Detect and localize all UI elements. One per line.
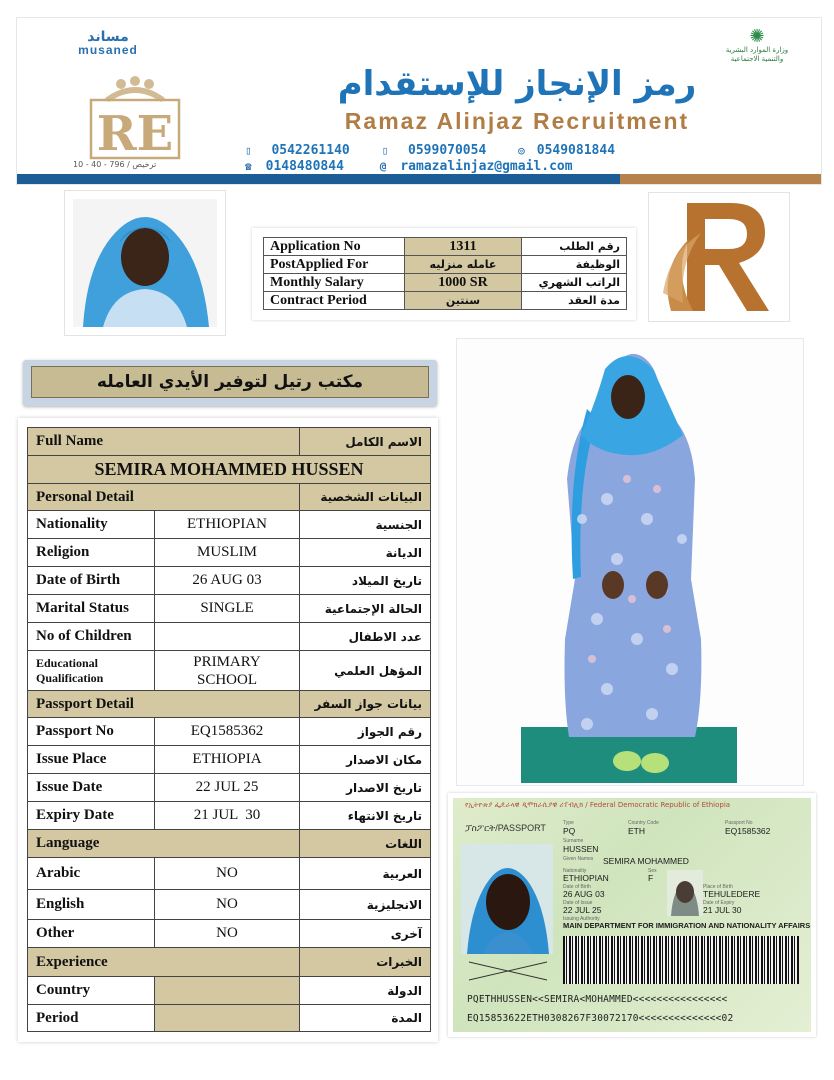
passport-header: የኢትዮጵያ ፌዴራላዊ ዲሞክራሲያዊ ሪፐብሊክ / Federal Democratic Republic of Ethiopia [465,801,731,809]
row-label: Passport No [28,718,155,746]
row-label-ar: الديانة [300,539,431,567]
section-title: Personal Detail [28,484,300,511]
full-name-header [28,428,431,456]
application-summary [252,228,636,320]
telephone-icon: ☎ [245,160,252,173]
table-row [28,858,431,890]
row-label: Other [28,920,155,948]
header-banner [16,17,822,185]
section-title: Language [28,830,300,858]
row-label-ar: الوظيفة [522,256,627,274]
full-body-photo [456,338,804,786]
row-label: Educational Qualification [28,651,155,691]
table-row [264,292,627,310]
at-icon: @ [379,160,387,173]
section-title-ar: اللغات [300,830,431,858]
passport-authority: MAIN DEPARTMENT FOR IMMIGRATION AND NATIONALITY AFFAIRS [563,921,811,930]
phone-icon: ▯ [245,144,252,157]
section-title: Experience [28,948,300,977]
row-label: English [28,890,155,920]
phone-3[interactable]: ◎ 0549081844 [518,143,616,158]
table-row [28,651,431,691]
passport-country-code: ETH [628,826,645,836]
row-value: سنتين [405,292,522,310]
full-name-label: Full Name [28,428,300,456]
row-label: Marital Status [28,595,155,623]
row-label-ar: رقم الطلب [522,238,627,256]
row-label-ar: الدولة [300,977,431,1005]
label-expiry-date: Date of Expiry [703,900,735,906]
portrait-photo [64,190,226,336]
svg-text:RE: RE [96,106,174,162]
passport-birth-date: 26 AUG 03 [563,889,605,899]
phone-2[interactable]: ▯ 0599070054 [381,143,487,158]
row-label: Country [28,977,155,1005]
passport-issue-date: 22 JUL 25 [563,905,602,915]
label-given-names: Given Names [563,856,594,862]
musaned-logo [63,30,153,56]
row-label-ar: تاريخ الاصدار [300,774,431,802]
full-name-row [28,456,431,484]
label-surname: Surname [563,838,584,844]
table-row [28,746,431,774]
passport-ghost-photo [667,870,703,916]
row-label-ar: العربية [300,858,431,890]
table-row [28,718,431,746]
row-label: Issue Place [28,746,155,774]
row-label: Expiry Date [28,802,155,830]
row-label-ar: آخرى [300,920,431,948]
row-value: NO [155,920,300,948]
row-value: NO [155,858,300,890]
passport-scan [448,793,816,1037]
application-table [263,237,627,310]
portrait-image [73,199,217,327]
passport-photo [461,844,553,954]
passport-surname: HUSSEN [563,844,599,854]
row-value: EQ1585362 [155,718,300,746]
details-card [18,418,438,1042]
details-table [27,427,431,1032]
section-title-ar: البيانات الشخصية [300,484,431,511]
phone-icon: ▯ [381,144,389,157]
label-issue-date: Date of Issue [563,900,593,906]
row-label-ar: المؤهل العلمي [300,651,431,691]
table-row [28,623,431,651]
row-label: Monthly Salary [264,274,405,292]
row-value: 26 AUG 03 [155,567,300,595]
section-title: Passport Detail [28,691,300,718]
table-row [28,1005,431,1032]
row-value: ETHIOPIAN [155,511,300,539]
label-birth-date: Date of Birth [563,884,591,890]
office-name: مكتب رتيل لتوفير الأيدي العامله [31,366,429,398]
table-row [28,595,431,623]
table-row [28,539,431,567]
row-label-ar: الجنسية [300,511,431,539]
table-row [264,274,627,292]
row-value: 1311 [405,238,522,256]
row-label: Application No [264,238,405,256]
re-logo-icon [75,76,195,162]
passport-sex: F [648,873,654,883]
row-label-ar: الحالة الإجتماعية [300,595,431,623]
row-value [155,977,300,1005]
row-value: 21 JUL 30 [155,802,300,830]
section-header [28,484,431,511]
table-row [28,802,431,830]
row-label-ar: تاريخ الميلاد [300,567,431,595]
ministry-emblem-icon: ✺ [749,26,765,47]
label-authority: Issuing Authority [563,916,600,922]
whatsapp-icon: ◎ [518,144,525,157]
label-country-code: Country Code [628,820,659,826]
row-label: No of Children [28,623,155,651]
email-link[interactable]: @ ramazalinjaz@gmail.com [379,159,573,174]
section-title-ar: بيانات جواز السفر [300,691,431,718]
row-value: 1000 SR [405,274,522,292]
mrz-line-1: PQETHHUSSEN<<SEMIRA<MOHAMMED<<<<<<<<<<<<<<<< [467,994,728,1005]
row-label-ar: الانجليزية [300,890,431,920]
full-name-label-ar: الاسم الكامل [300,428,431,456]
r-logo-icon [649,193,789,321]
row-value: ETHIOPIA [155,746,300,774]
full-name-value: SEMIRA MOHAMMED HUSSEN [28,456,431,484]
row-label-ar: تاريخ الانتهاء [300,802,431,830]
passport-page [453,798,811,1032]
label-type: Type [563,820,574,826]
table-row [28,567,431,595]
section-header [28,948,431,977]
license-number: ترخيص / 796 - 40 - 10 [73,160,157,169]
table-row [264,238,627,256]
passport-title: ፓስፖርት/PASSPORT [465,823,546,833]
table-row [28,977,431,1005]
row-label: Issue Date [28,774,155,802]
label-birth-place: Place of Birth [703,884,733,890]
row-label-ar: مكان الاصدار [300,746,431,774]
phone-1[interactable]: ▯ 0542261140 [245,143,350,158]
row-value [155,623,300,651]
ministry-logo [721,28,793,64]
label-nationality: Nationality [563,868,587,874]
passport-given-names: SEMIRA MOHAMMED [603,856,689,866]
row-label-ar: عدد الاطفال [300,623,431,651]
table-row [28,920,431,948]
passport-number: EQ1585362 [725,826,771,836]
label-passport-no: Passport No [725,820,753,826]
row-label: Nationality [28,511,155,539]
row-label: Contract Period [264,292,405,310]
table-row [264,256,627,274]
office-logo [648,192,790,322]
passport-birth-place: TEHULEDERE [703,889,761,899]
passport-nationality: ETHIOPIAN [563,873,609,883]
label-sex: Sex [648,868,657,874]
row-label-ar: مدة العقد [522,292,627,310]
row-value: NO [155,890,300,920]
row-label-ar: الراتب الشهري [522,274,627,292]
row-value: SINGLE [155,595,300,623]
row-label: Period [28,1005,155,1032]
signature-mark [467,958,551,982]
mrz-line-2: EQ15853622ETH0308267F30072170<<<<<<<<<<<<<<02 [467,1013,734,1024]
row-label: Arabic [28,858,155,890]
office-banner [23,360,437,406]
landline[interactable]: ☎ 0148480844 [245,159,344,174]
row-value: MUSLIM [155,539,300,567]
phone-list [245,143,639,158]
ministry-name: وزارة الموارد البشرية والتنمية الاجتماعية [725,46,789,63]
section-header [28,830,431,858]
row-label-ar: المدة [300,1005,431,1032]
company-title-ar: رمز الإنجاز للإستقدام [337,64,697,104]
row-label: Religion [28,539,155,567]
passport-expiry-date: 21 JUL 30 [703,905,742,915]
row-value: PRIMARY SCHOOL [155,651,300,691]
row-value: عامله منزليه [405,256,522,274]
table-row [28,774,431,802]
musaned-logo-ar: مساند [87,29,129,45]
table-row [28,511,431,539]
company-title-en: Ramaz Alinjaz Recruitment [344,108,690,134]
table-row [28,890,431,920]
banner-stripe [17,174,821,184]
musaned-logo-en: musaned [78,43,138,57]
contact-secondary [245,159,601,174]
row-label: Date of Birth [28,567,155,595]
full-body-image [457,339,803,785]
passport-type: PQ [563,826,576,836]
passport-barcode [563,936,799,984]
row-value [155,1005,300,1032]
row-label-ar: رقم الجواز [300,718,431,746]
row-label: PostApplied For [264,256,405,274]
section-title-ar: الخبرات [300,948,431,977]
section-header [28,691,431,718]
row-value: 22 JUL 25 [155,774,300,802]
